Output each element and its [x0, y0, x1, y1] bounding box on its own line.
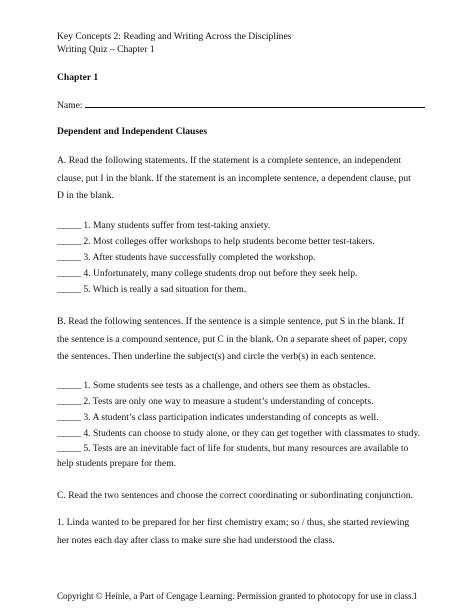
part-a-item-1: _____ 1. Many students suffer from test-taking anxiety.	[57, 220, 271, 231]
course-title: Key Concepts 2: Reading and Writing Across the Disciplines	[57, 31, 292, 42]
part-a-item-2: _____ 2. Most colleges offer workshops to help students become better test-takers.	[57, 236, 375, 247]
part-a-item-5: _____ 5. Which is really a sad situation for them.	[57, 284, 247, 295]
part-b-item-2: _____ 2. Tests are only one way to measure a student’s understanding of concepts.	[57, 396, 374, 407]
name-label: Name:	[57, 100, 83, 111]
part-b-item-3: _____ 3. A student’s class participation indicates understanding of concepts as well.	[57, 412, 379, 423]
part-a-item-3: _____ 3. After students have successfully completed the workshop.	[57, 252, 316, 263]
part-b-item-4: _____ 4. Students can choose to study alone, or they can get together with classmates to study.	[57, 428, 421, 439]
part-c-instructions: C. Read the two sentences and choose the correct coordinating or subordinating conjunction.	[57, 490, 413, 501]
part-c-item-1: 1. Linda wanted to be prepared for her first chemistry exam; so / thus, she started reviewing her notes each day after class to make sure she had understood the class.	[57, 517, 410, 546]
part-a-instructions: A. Read the following statements. If the statement is a complete sentence, an independent clause, put I in the blank. If the statement is an incomplete sentence, a dependent clause, put D in the blank.	[57, 155, 411, 201]
copyright-footer: Copyright © Heinle, a Part of Cengage Learning. Permission granted to photocopy for use in class.	[57, 591, 414, 601]
part-b-instructions: B. Read the following sentences. If the sentence is a simple sentence, put S in the blank. If the sentence is a compound sentence, put C in the blank. On a separate sheet of paper, copy the sentences. Then underline the subject(s) and circle the verb(s) in each sentence.	[57, 316, 408, 362]
page-number: 1	[413, 591, 418, 601]
part-b-item-1: _____ 1. Some students see tests as a challenge, and others see them as obstacles.	[57, 380, 371, 391]
name-line	[57, 99, 425, 111]
section-title: Dependent and Independent Clauses	[57, 126, 208, 137]
name-blank	[85, 99, 425, 108]
quiz-subtitle: Writing Quiz – Chapter 1	[57, 44, 155, 55]
part-a-item-4: _____ 4. Unfortunately, many college students drop out before they seek help.	[57, 268, 358, 279]
part-b-item-5: _____ 5. Tests are an inevitable fact of life for students, but many resources are available to help students prepare for them.	[57, 443, 409, 469]
chapter-heading: Chapter 1	[57, 72, 99, 83]
